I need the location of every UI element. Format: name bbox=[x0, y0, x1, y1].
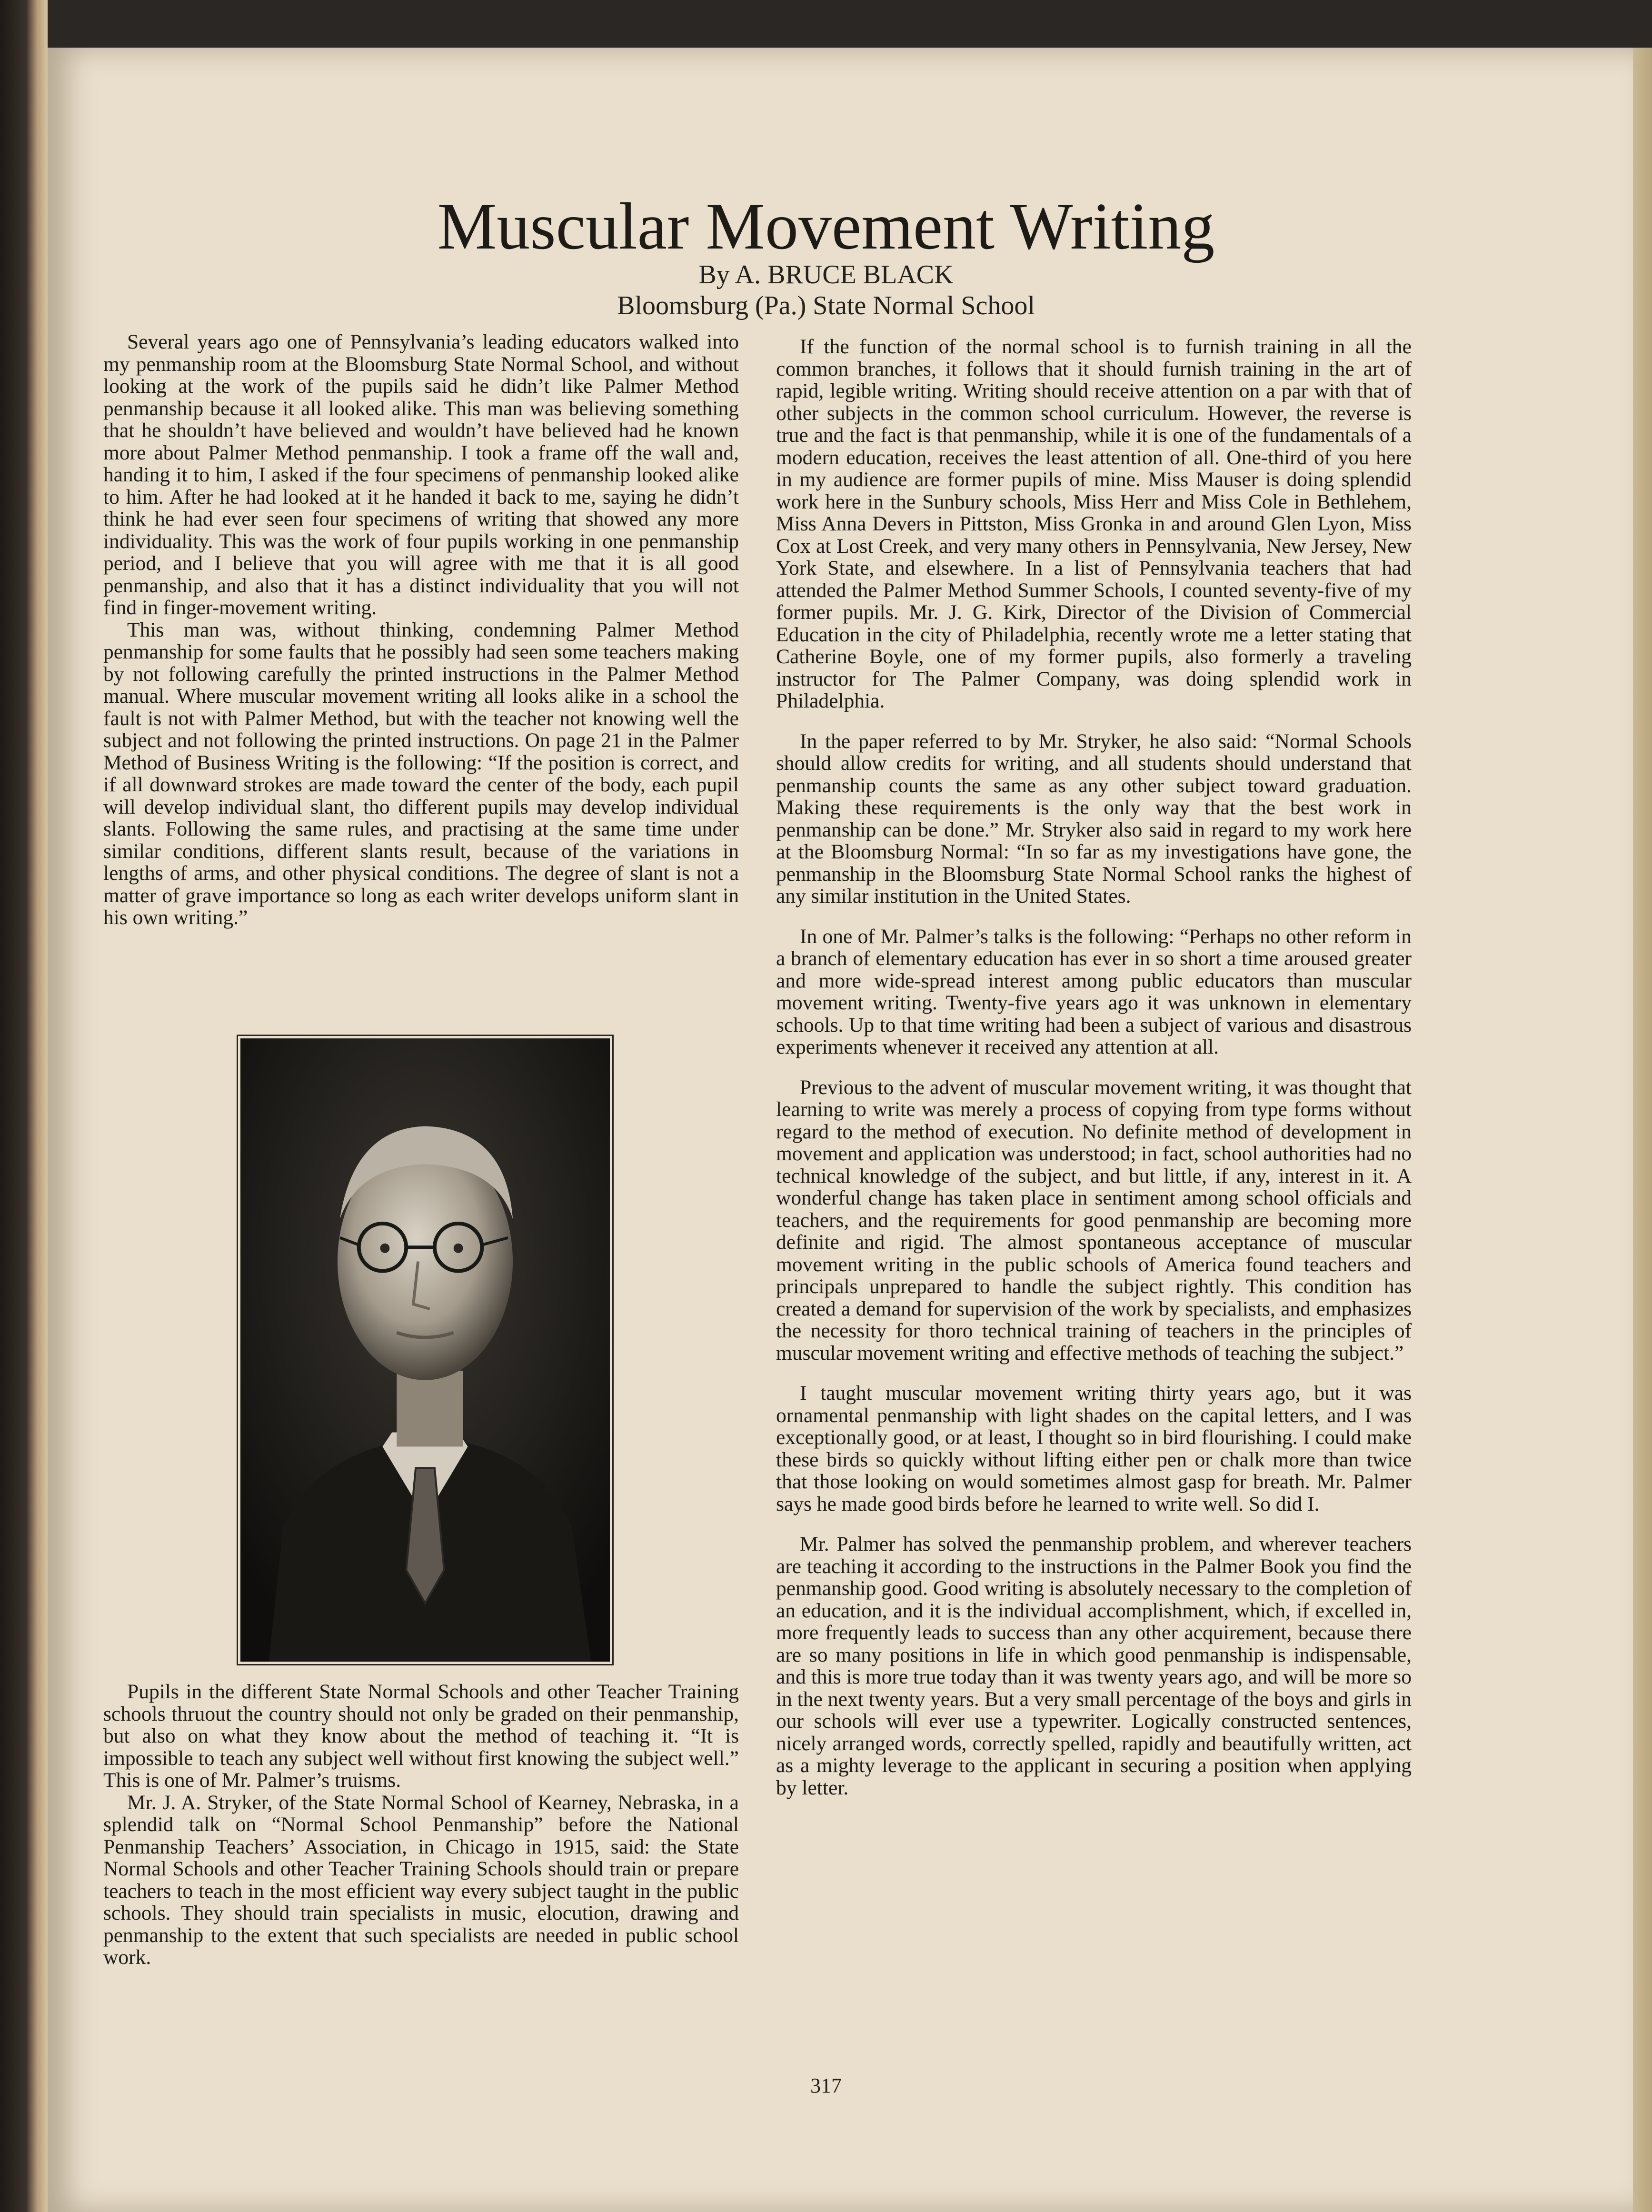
page-edge bbox=[1633, 48, 1652, 2212]
article-byline: By A. BRUCE BLACK bbox=[698, 260, 954, 289]
paragraph: Several years ago one of Pennsylvania’s leading educators walked into my penmanship room at the Bloomsburg State Normal School, and without looking at the work of the pupils said he didn’t like Palmer Method penmanship because it all looked alike. This man was believing something that he shouldn’t have believed and wouldn’t have believed had he known more about Palmer Method penmanship. I took a frame off the wall and, handing it to him, I asked if the four specimens of penmanship looked alike to him. After he had looked at it he handed it back to me, saying he didn’t think he had ever seen four specimens of writing that showed any more individuality. This was the work of four pupils working in one penmanship period, and I believe that you will agree with me that it is all good penmanship, and also that it has a distinct individuality that you will not find in finger-movement writing. bbox=[103, 330, 739, 619]
paragraph: In one of Mr. Palmer’s talks is the following: “Perhaps no other reform in a branch of elementary education has ever in so short a time aroused greater and more wide-spread interest among public educators than muscular movement writing. Twenty-five years ago it was unknown in elementary schools. Up to that time writing had been a subject of various and disastrous experiments whenever it received any attention at all. bbox=[776, 925, 1412, 1058]
paragraph: Pupils in the different State Normal Schools and other Teacher Training schools thruout the country should not only be graded on their penmanship, but also on what they know about the method of teaching it. “It is impossible to teach any subject well without first knowing the subject well.” This is one of Mr. Palmer’s truisms. bbox=[103, 1680, 739, 1792]
paragraph: Mr. J. A. Stryker, of the State Normal School of Kearney, Nebraska, in a splendid talk on “Normal School Penmanship” before the National Penmanship Teachers’ Association, in Chicago in 1915, said: the State Normal Schools and other Teacher Training Schools should train or prepare teachers to teach in the most efficient way every subject taught in the public schools. They should train specialists in music, elocution, drawing and penmanship to the extent that such specialists are needed in public school work. bbox=[103, 1791, 739, 1969]
article-title: Muscular Movement Writing bbox=[437, 189, 1215, 263]
paragraph: This man was, without thinking, condemning Palmer Method penmanship for some faults that he possibly had seen some teachers making by not following carefully the printed instructions in the Palmer Method manual. Where muscular movement writing all looks alike in a school the fault is not with Palmer Method, but with the teacher not knowing well the subject and not following the printed instructions. On page 21 in the Palmer Method of Business Writing is the following: “If the position is correct, and if all downward strokes are made toward the center of the body, each pupil will develop individual slant, tho different pupils may develop individual slants. Following the same rules, and practising at the same time under similar conditions, different slants result, because of the variations in lengths of arms, and other physical conditions. The degree of slant is not a matter of grave importance so long as each writer develops uniform slant in his own writing.” bbox=[103, 618, 739, 929]
left-column-bottom bbox=[103, 1681, 739, 2062]
book-binding bbox=[0, 0, 48, 2212]
portrait-photo bbox=[240, 1038, 610, 1662]
page-number: 317 bbox=[810, 2074, 842, 2097]
left-column-top bbox=[103, 331, 739, 1031]
author-portrait bbox=[237, 1035, 614, 1665]
paragraph: If the function of the normal school is to furnish training in all the common branches, it follows that it should furnish training in the art of rapid, legible writing. Writing should receive attention on a par with that of other subjects in the common school curriculum. However, the reverse is true and the fact is that penmanship, while it is one of the fundamentals of a modern education, receives the least attention of all. One-third of you here in my audience are former pupils of mine. Miss Mauser is doing splendid work here in the Sunbury schools, Miss Herr and Miss Cole in Bethlehem, Miss Anna Devers in Pittston, Miss Gronka in and around Glen Lyon, Miss Cox at Lost Creek, and very many others in Pennsylvania, New Jersey, New York State, and elsewhere. In a list of Pennsylvania teachers that had attended the Palmer Method Summer Schools, I counted seventy-five of my former pupils. Mr. J. G. Kirk, Director of the Division of Commercial Education in the city of Philadelphia, recently wrote me a letter stating that Catherine Boyle, one of my former pupils, also formerly a traveling instructor for The Palmer Company, was doing splendid work in Philadelphia. bbox=[776, 335, 1412, 712]
right-column bbox=[776, 336, 1412, 2073]
paragraph: I taught muscular movement writing thirty years ago, but it was ornamental penmanship with light shades on the capital letters, and I was exceptionally good, or at least, I thought so in bird flourishing. I could make these birds so quickly without lifting either pen or chalk more than twice that those looking on would sometimes almost gasp for breath. Mr. Palmer says he made good birds before he learned to write well. So did I. bbox=[776, 1382, 1412, 1515]
paragraph: In the paper referred to by Mr. Stryker, he also said: “Normal Schools should allow credits for writing, and all students should understand that penmanship counts the same as any other subject toward graduation. Making these requirements is the only way that the best work in penmanship can be done.” Mr. Stryker also said in regard to my work here at the Bloomsburg Normal: “In so far as my investigations have gone, the penmanship in the Bloomsburg State Normal School ranks the highest of any similar institution in the United States. bbox=[776, 729, 1412, 907]
paragraph: Mr. Palmer has solved the penmanship problem, and wherever teachers are teaching it according to the instructions in the Palmer Book you find the penmanship good. Good writing is absolutely necessary to the completion of an education, and it is the individual accomplishment, which, if excelled in, more frequently leads to success than any other acquirement, because there are so many positions in life in which good penmanship is indispensable, and this is more true today than it was twenty years ago, and will be more so in the next twenty years. But a very small percentage of the boys and girls in our schools will ever use a typewriter. Logically constructed sentences, nicely arranged words, correctly spelled, rapidly and beautifully written, act as a mighty leverage to the applicant in securing a position when applying by letter. bbox=[776, 1533, 1412, 1799]
paragraph: Previous to the advent of muscular movement writing, it was thought that learning to write was merely a process of copying from type forms without regard to the method of execution. No definite method of development in movement and application was understood; in fact, school authorities had no technical knowledge of the subject, and but little, if any, interest in it. A wonderful change has taken place in sentiment among school officials and teachers, and the requirements for good penmanship are becoming more definite and rigid. The almost spontaneous acceptance of muscular movement writing in the public schools of America found teachers and principals unprepared to handle the subject rightly. This condition has created a demand for supervision of the work by specialists, and emphasizes the necessity for thoro technical training of teachers in the principles of muscular movement writing and effective methods of teaching the subject.” bbox=[776, 1076, 1412, 1365]
author-affiliation: Bloomsburg (Pa.) State Normal School bbox=[617, 291, 1035, 320]
